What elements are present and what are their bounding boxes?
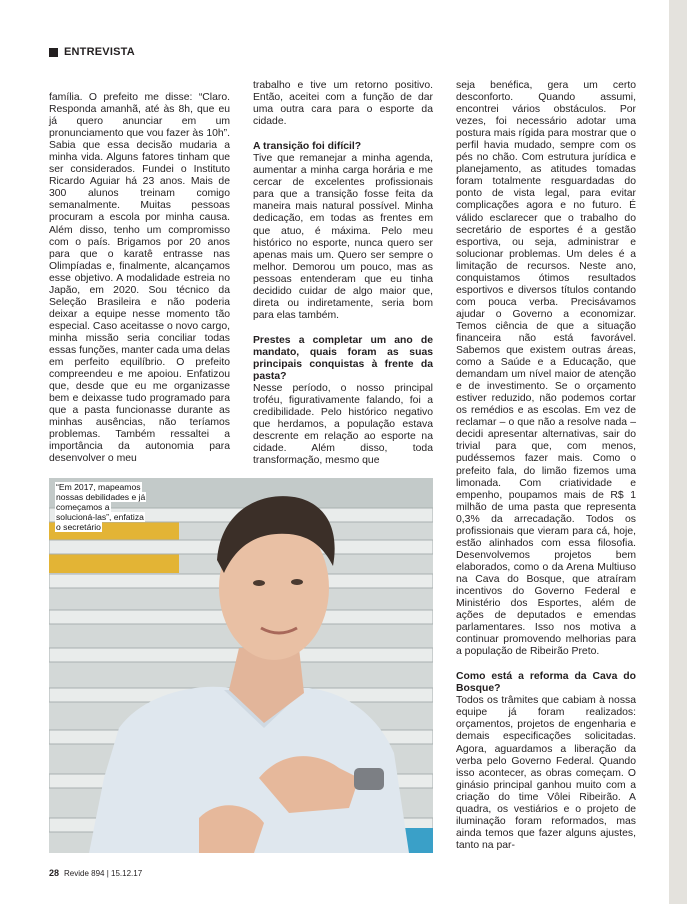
interview-question: Como está a reforma da Cava do Bosque? [456,671,636,695]
section-header [49,46,135,58]
paragraph: Nesse período, o nosso principal troféu, figurativamente falando, foi a credibilidade. Pelo histórico negativo que herdamos, a população estava descrente em relação ao esporte na cidade. Além disso, toda transformação, mesmo que [253,383,433,467]
paragraph: família. O prefeito me disse: “Claro. Responda amanhã, até às 8h, que eu já quero anunciar em um pronunciamento que vou fazer às 10h”. Sabia que essa decisão mudaria a minha vida. Alguns fatores tinham que ser considerados. Fundei o Instituto Ricardo Aguiar há 23 anos. Mais de 300 alunos treinam comigo semanalmente. Muitas pessoas procuram a escola por minha causa. Além disso, tenho um compromisso com o país. Brigamos por 20 anos para que o karatê entrasse nas Olimpíadas e, finalmente, alcançamos esse objetivo. A modalidade estreia no Japão, em 2020. Sou técnico da Seleção Brasileira e não poderia deixar a equipe nesse momento tão especial. Caso aceitasse o novo cargo, minha missão seria conciliar todas essas funções, manter cada uma delas em perfeito equilíbrio. O prefeito compreendeu e me apoiou. Enfatizou que, desde que eu me organizasse bem e deixasse tudo programado para que a pasta funcionasse durante as minhas ausências, não teríamos problemas. Também ressaltei a importância da autonomia para desenvolver o meu [49,92,230,465]
paragraph: Todos os trâmites que cabiam à nossa equipe já foram realizados: orçamentos, projetos de engenharia e demais especificações solicitadas. Agora, aguardamos a liberação da verba pelo Governo Federal. Quando isso acontecer, as obras começam. O ginásio principal ganhou muito com a criação do time Vôlei Ribeirão. A quadra, os vestiários e o projeto de iluminação foram reformados, mas ainda temos que fazer alguns ajustes, tanto na par- [456,695,636,851]
paragraph: Tive que remanejar a minha agenda, aumentar a minha carga horária e me cercar de excelentes profissionais para que a transição fosse feita da maneira mais natural possível. Minha dedicação, em todas as frentes em que atuo, é máxima. Pelo meu histórico no esporte, nunca quero ser apenas mais um. Quero ser sempre o melhor. Demorou um pouco, mas as pessoas entenderam que eu tinha decidido cuidar de algo maior que, direta ou indiretamente, seria bom para elas também. [253,153,433,321]
interview-photo [49,478,433,853]
photo-caption-text: “Em 2017, mapeamos nossas debilidades e já começamos a solucioná-las”, enfatiza o secretário [56,482,146,532]
section-label: ENTREVISTA [64,46,135,58]
page-footer [49,868,142,878]
publication-info: Revide 894 | 15.12.17 [64,869,143,878]
page-number: 28 [49,868,60,878]
interview-question: Prestes a completar um ano de mandato, quais foram as suas principais conquistas à frente da pasta? [253,334,433,383]
page-edge [669,0,687,904]
paragraph: trabalho e tive um retorno positivo. Então, aceitei com a função de dar uma outra cara para o esporte da cidade. [253,80,433,128]
section-square-icon [49,48,58,57]
photo-illustration [49,478,433,853]
article-column-3 [456,80,636,852]
paragraph: seja benéfica, gera um certo desconforto. Quando assumi, encontrei vários obstáculos. Por vezes, foi necessário adotar uma postura mais rígida para mostrar que o perfil havia mudado, sempre com os pés no chão. Com estrutura jurídica e planejamento, as atitudes tomadas foram totalmente resguardadas do ponto de vista legal, para evitar complicações agora e no futuro. É válido esclarecer que o trabalho do secretário de esportes é a gestão esportiva, ou seja, administrar e solucionar problemas. Um deles é a limitação de recursos. Neste ano, conquistamos ótimos resultados esportivos e diversos títulos contando com pouca verba. Precisávamos ajudar o Governo a economizar. Temos ciência de que a situação financeira não está favorável. Sabemos que existem outras áreas, como a Saúde e a Educação, que demandam um nível maior de atenção e de investimento. Se o orçamento estiver reduzido, não podemos cortar os remédios e as escolas. Em vez de reclamar – o que não a resolve nada – decidi apresentar alternativas, sair do trivial para que, com menos, pudéssemos fazer mais. Como o prefeito fala, do limão fizemos uma limonada. Com criatividade e empenho, poupamos mais de R$ 1 milhão de uma pasta que representa 0,3% da arrecadação. Todos os profissionais que vieram para cá, hoje, estão alinhados com essa filosofia. Desenvolvemos projetos bem elaborados, como o da Arena Multiuso na Cava do Bosque, que atraíram incentivos do Governo Federal e Ministério dos Esportes, além de ações de deputados e emendas parlamentares. Isso nos motiva a continuar promovendo melhorias para a população de Ribeirão Preto. [456,80,636,658]
interview-question: A transição foi difícil? [253,141,362,153]
photo-caption [55,482,147,532]
article-column-2 [253,80,433,467]
article-column-1 [49,92,230,465]
